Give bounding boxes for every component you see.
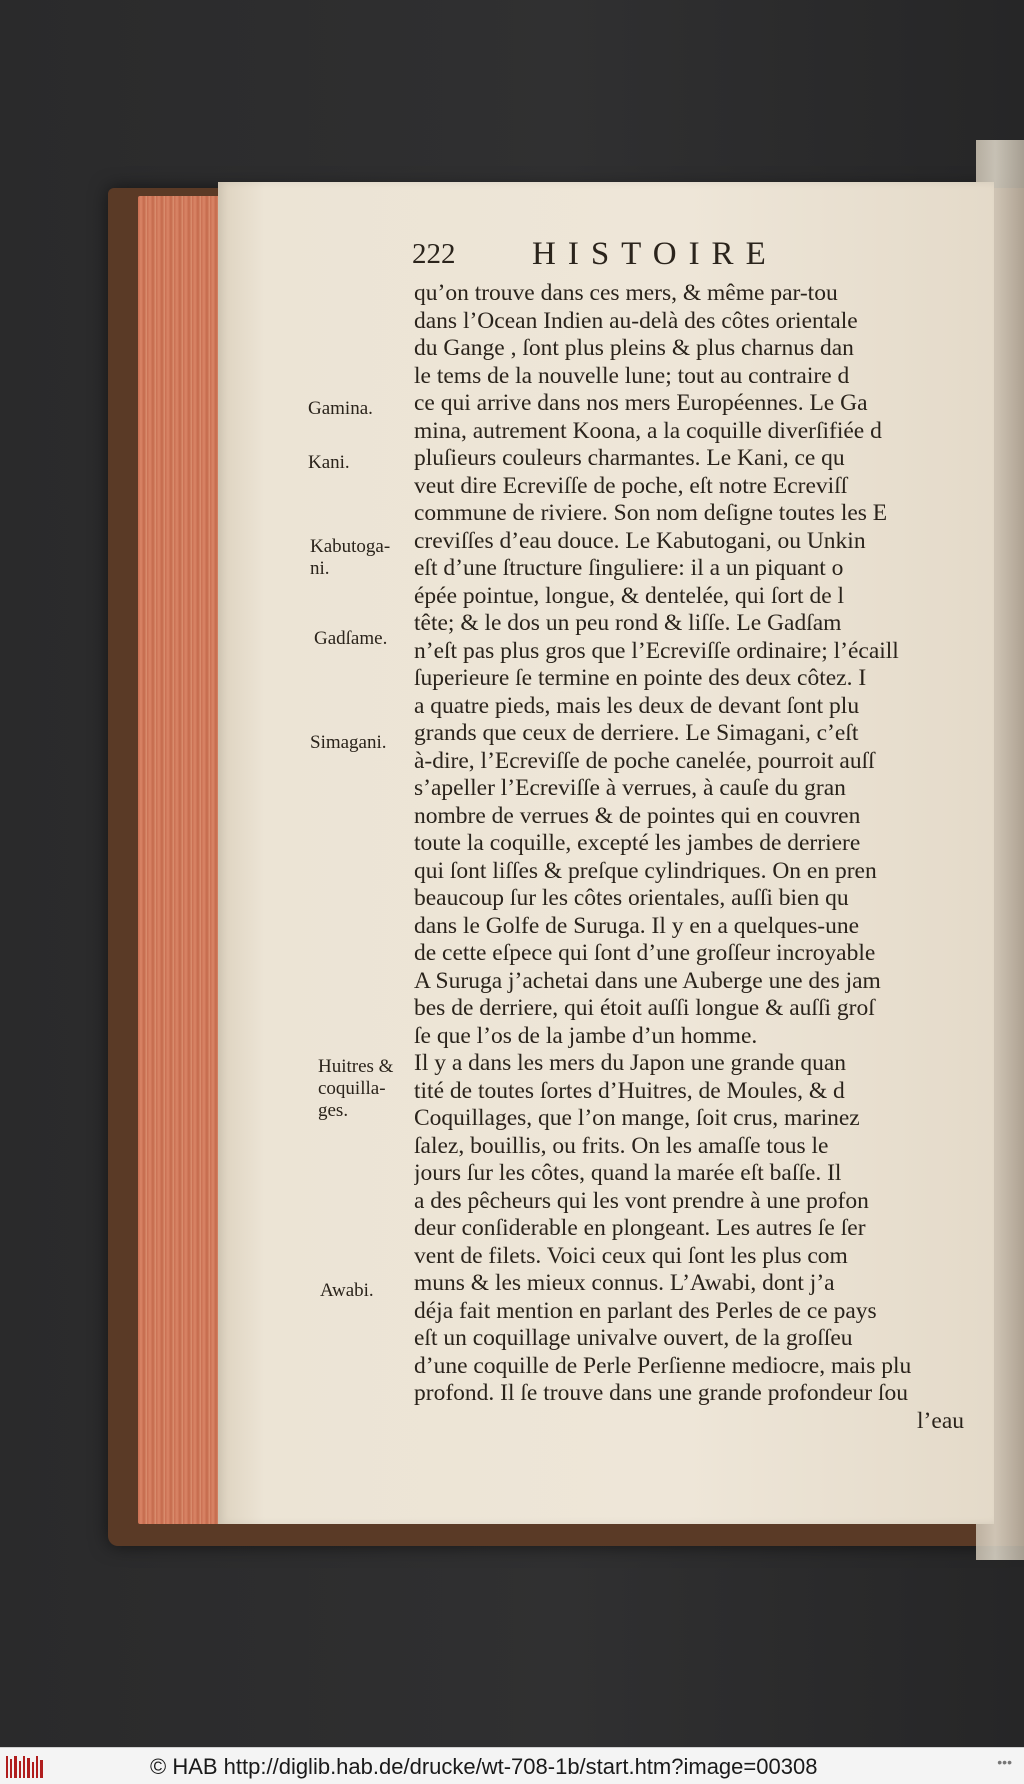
text-line: ſuperieure ſe termine en pointe des deux côtez. I bbox=[414, 665, 867, 691]
margin-note-gamina: Gamina. bbox=[308, 398, 373, 419]
margin-note-huitres: Huitres & coquilla- ges. bbox=[318, 1056, 394, 1121]
body-text bbox=[414, 280, 970, 1435]
text-line: n’eſt pas plus gros que l’Ecreviſſe ordinaire; l’écaill bbox=[414, 637, 899, 664]
text-line: de cette eſpece qui ſont d’une groſſeur incroyable bbox=[414, 940, 876, 966]
text-line: déja fait mention en parlant des Perles de ce pays bbox=[414, 1297, 877, 1324]
text-line: A Suruga j’achetai dans une Auberge une des jam bbox=[414, 967, 881, 994]
text-line: l’eau bbox=[917, 1407, 964, 1434]
text-line: Il y a dans les mers du Japon une grande quan bbox=[414, 1050, 847, 1076]
text-line: s’apeller l’Ecreviſſe à verrues, à cauſe du gran bbox=[414, 775, 846, 801]
text-line: d’une coquille de Perle Perſienne mediocre, mais plu bbox=[414, 1352, 912, 1379]
text-line: vent de filets. Voici ceux qui ſont les plus com bbox=[414, 1242, 848, 1269]
text-line: qu’on trouve dans ces mers, & même par-tou bbox=[414, 280, 838, 306]
text-line: ſalez, bouillis, ou frits. On les amaſſe tous le bbox=[414, 1132, 829, 1159]
text-line: dans le Golfe de Suruga. Il y en a quelques-une bbox=[414, 912, 860, 939]
text-line: deur conſiderable en plongeant. Les autres ſe ſer bbox=[414, 1215, 866, 1241]
text-line: eſt d’une ſtructure ſinguliere: il a un piquant o bbox=[414, 555, 844, 581]
text-line: a quatre pieds, mais les deux de devant ſont plu bbox=[414, 692, 860, 719]
text-line: a des pêcheurs qui les vont prendre à une profon bbox=[414, 1187, 869, 1214]
text-line: tité de toutes ſortes d’Huitres, de Moules, & d bbox=[414, 1077, 845, 1104]
margin-note-simagani: Simagani. bbox=[310, 732, 387, 753]
text-line: épée pointue, longue, & dentelée, qui ſort de l bbox=[414, 582, 845, 609]
text-line: à-dire, l’Ecreviſſe de poche canelée, pourroit auſſ bbox=[414, 747, 875, 774]
corner-dots-icon: ••• bbox=[997, 1754, 1012, 1770]
text-line: mina, autrement Koona, a la coquille diverſifiée d bbox=[414, 417, 882, 444]
text-line: ce qui arrive dans nos mers Européennes. Le Ga bbox=[414, 390, 868, 416]
text-line: ſe que l’os de la jambe d’un homme. bbox=[414, 1022, 758, 1049]
text-line: commune de riviere. Son nom deſigne toutes les E bbox=[414, 500, 888, 526]
text-line: grands que ceux de derriere. Le Simagani, c’eſt bbox=[414, 720, 859, 746]
text-line: le tems de la nouvelle lune; tout au contraire d bbox=[414, 362, 850, 389]
text-line: qui ſont liſſes & preſque cylindriques. On en pren bbox=[414, 857, 877, 884]
text-line: profond. Il ſe trouve dans une grande profondeur ſou bbox=[414, 1380, 909, 1406]
text-line: beaucoup ſur les côtes orientales, auſſi bien qu bbox=[414, 885, 849, 911]
text-line: bes de derriere, qui étoit auſſi longue & auſſi groſ bbox=[414, 995, 875, 1021]
text-line: nombre de verrues & de pointes qui en couvren bbox=[414, 802, 861, 829]
running-title: HISTOIRE bbox=[532, 236, 778, 272]
text-line: veut dire Ecreviſſe de poche, eſt notre Ecreviſſ bbox=[414, 472, 848, 499]
text-line: pluſieurs couleurs charmantes. Le Kani, ce qu bbox=[414, 445, 845, 471]
text-line: dans l’Ocean Indien au-delà des côtes orientale bbox=[414, 307, 858, 334]
text-line: jours ſur les côtes, quand la marée eſt baſſe. Il bbox=[414, 1160, 842, 1186]
text-line: creviſſes d’eau douce. Le Kabutogani, ou Unkin bbox=[414, 527, 866, 554]
status-bar bbox=[0, 1747, 1024, 1784]
page-fore-edge bbox=[138, 196, 220, 1524]
text-line: tête; & le dos un peu rond & liſſe. Le Gadſam bbox=[414, 610, 842, 636]
text-line: eſt un coquillage univalve ouvert, de la groſſeu bbox=[414, 1325, 853, 1351]
margin-note-kabutogani: Kabutoga- ni. bbox=[310, 536, 391, 579]
text-line: du Gange , ſont plus pleins & plus charnus dan bbox=[414, 335, 854, 361]
page-number: 222 bbox=[412, 238, 456, 270]
margin-note-kani: Kani. bbox=[308, 452, 350, 473]
text-line: muns & les mieux connus. L’Awabi, dont j’a bbox=[414, 1270, 835, 1296]
margin-note-gadsame: Gadſame. bbox=[314, 628, 388, 649]
text-line: toute la coquille, excepté les jambes de derriere bbox=[414, 830, 861, 856]
source-url: © HAB http://diglib.hab.de/drucke/wt-708-1b/start.htm?image=00308 bbox=[150, 1754, 818, 1779]
margin-note-awabi: Awabi. bbox=[320, 1280, 374, 1301]
text-line: Coquillages, que l’on mange, ſoit crus, marinez bbox=[414, 1105, 860, 1131]
hab-barcode-logo-icon bbox=[6, 1756, 46, 1778]
